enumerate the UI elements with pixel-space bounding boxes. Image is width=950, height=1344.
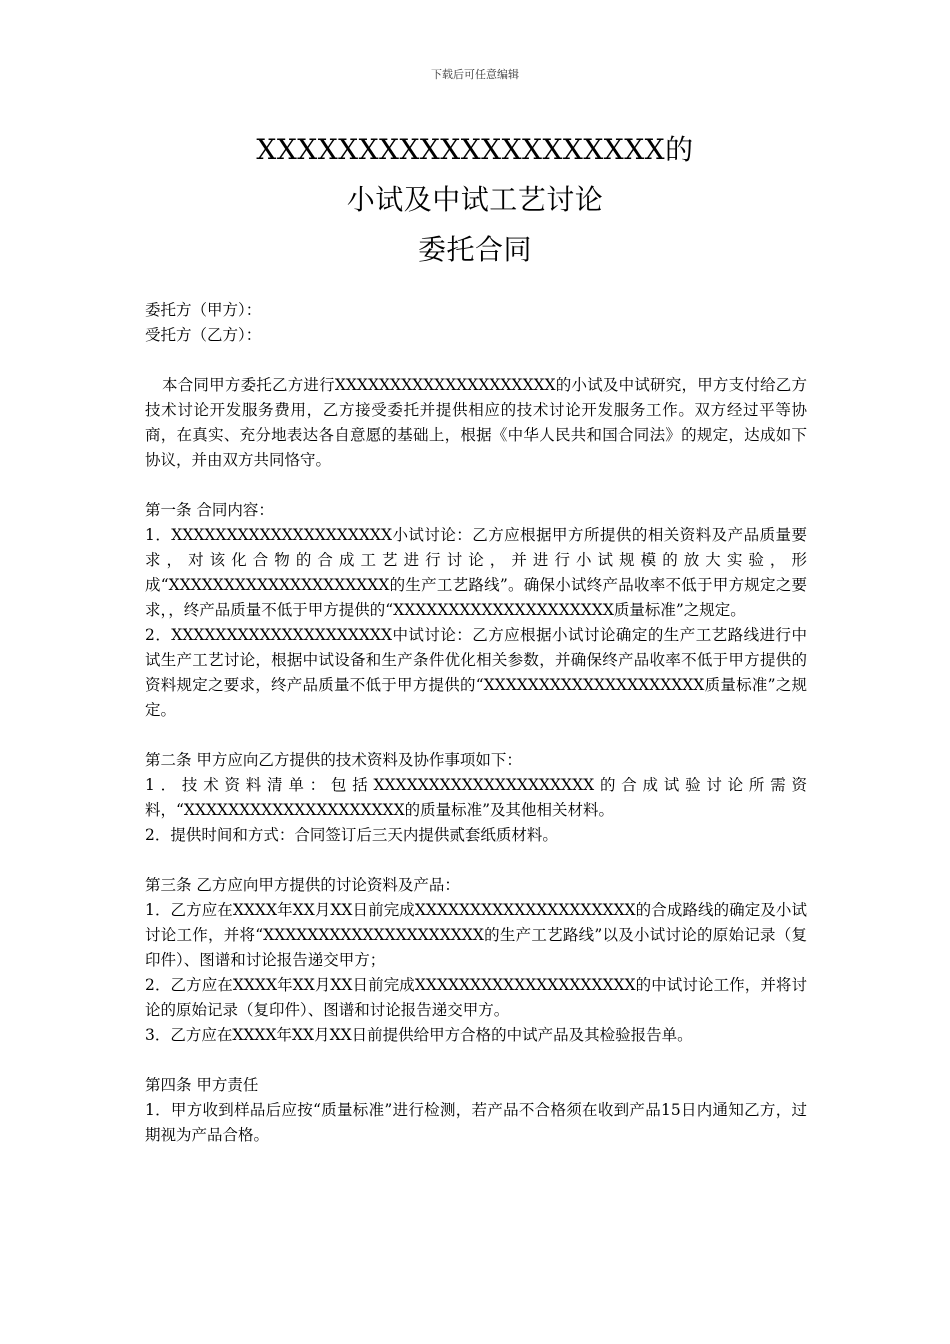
document-title-line-3: 委托合同 xyxy=(417,233,532,266)
article-1-heading: 第一条 合同内容： xyxy=(145,501,274,519)
document-title-line-1: XXXXXXXXXXXXXXXXXXXX的 xyxy=(256,133,694,166)
article-3-item-2: 2．乙方应在XXXX年XX月XX日前完成XXXXXXXXXXXXXXXXXXXX的中试讨论工作，并将讨论的原始记录（复印件）、图谱和讨论报告递交甲方。 xyxy=(145,976,807,1019)
header-note: 下载后可任意编辑 xyxy=(431,68,519,81)
article-2-item-2: 2．提供时间和方式：合同签订后三天内提供贰套纸质材料。 xyxy=(145,826,558,844)
article-3-item-3: 3．乙方应在XXXX年XX月XX日前提供给甲方合格的中试产品及其检验报告单。 xyxy=(145,1026,693,1044)
article-3-heading: 第三条 乙方应向甲方提供的讨论资料及产品： xyxy=(145,876,460,894)
party-a-line: 委托方（甲方）： xyxy=(145,301,262,319)
article-3-item-1: 1．乙方应在XXXX年XX月XX日前完成XXXXXXXXXXXXXXXXXXXX的合成路线的确定及小试讨论工作，并将“XXXXXXXXXXXXXXXXXXXX的生产工艺路线”以及小试讨论的原始记录（复印件）、图谱和讨论报告递交甲方； xyxy=(145,901,807,969)
party-b-line: 受托方（乙方）： xyxy=(145,326,262,344)
article-1-item-2: 2．XXXXXXXXXXXXXXXXXXXX中试讨论：乙方应根据小试讨论确定的生产工艺路线进行中试生产工艺讨论，根据中试设备和生产条件优化相关参数，并确保终产品收率不低于甲方提供的资料规定之要求，终产品质量不低于甲方提供的“XXXXXXXXXXXXXXXXXXXX质量标准”之规定。 xyxy=(145,626,807,719)
article-2-item-1: 1．技术资料清单：包括XXXXXXXXXXXXXXXXXXXX的合成试验讨论所需资料，“XXXXXXXXXXXXXXXXXXXX的质量标准”及其他相关材料。 xyxy=(145,776,807,819)
spacer xyxy=(145,473,807,498)
spacer xyxy=(145,1048,807,1073)
article-4-heading: 第四条 甲方责任 xyxy=(145,1076,259,1094)
document-title-line-2: 小试及中试工艺讨论 xyxy=(346,183,604,216)
intro-paragraph: 本合同甲方委托乙方进行XXXXXXXXXXXXXXXXXXXX的小试及中试研究，甲方支付给乙方技术讨论开发服务费用，乙方接受委托并提供相应的技术讨论开发服务工作。双方经过平等协商，在真实、充分地表达各自意愿的基础上，根据《中华人民共和国合同法》的规定，达成如下协议，并由双方共同恪守。 xyxy=(145,376,807,469)
article-1-item-1: 1．XXXXXXXXXXXXXXXXXXXX小试讨论：乙方应根据甲方所提供的相关资料及产品质量要求，对该化合物的合成工艺进行讨论，并进行小试规模的放大实验，形成“XXXXXXXXXXXXXXXXXXXX的生产工艺路线”。确保小试终产品收率不低于甲方规定之要求，，终产品质量不低于甲方提供的“XXXXXXXXXXXXXXXXXXXX质量标准”之规定。 xyxy=(145,526,807,619)
spacer xyxy=(145,848,807,873)
spacer xyxy=(145,348,807,373)
article-4-item-1: 1．甲方收到样品后应按“质量标准”进行检测，若产品不合格须在收到产品15日内通知乙方，过期视为产品合格。 xyxy=(145,1101,807,1144)
article-2-heading: 第二条 甲方应向乙方提供的技术资料及协作事项如下： xyxy=(145,751,522,769)
spacer xyxy=(145,723,807,748)
contract-body xyxy=(145,298,807,1148)
